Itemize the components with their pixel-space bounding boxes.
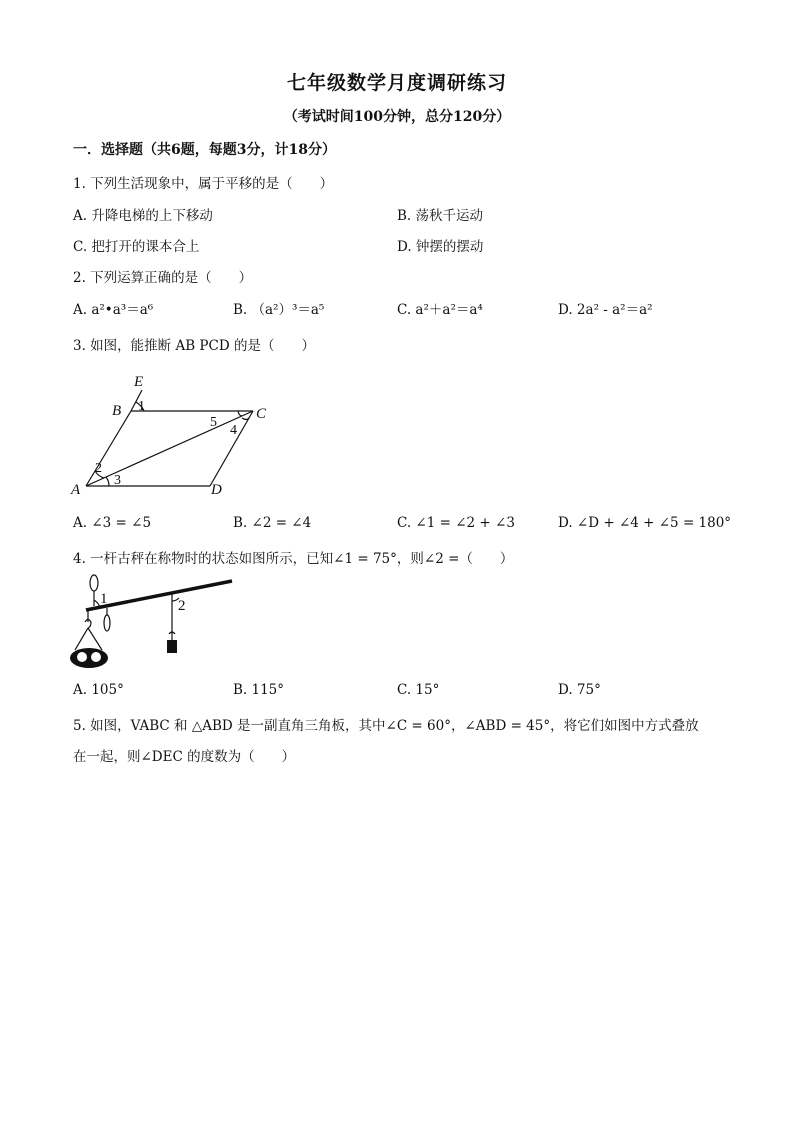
side-loop-icon [104, 615, 110, 631]
question-4-stem: 4. 一杆古秤在称物时的状态如图所示，已知∠1 = 75°，则∠2 =（ ） [73, 551, 514, 567]
question-1-option-d: D. 钟摆的摆动 [397, 239, 484, 255]
question-3-option-a: A. ∠3 = ∠5 [73, 515, 152, 531]
question-2-option-b: B. （a²）³＝a⁵ [233, 302, 325, 318]
question-3-parallelogram-figure [66, 368, 286, 500]
label-angle-2: 2 [95, 461, 102, 476]
question-2-option-c: C. a²＋a²＝a⁴ [397, 302, 483, 318]
question-3-option-b: B. ∠2 = ∠4 [233, 515, 312, 531]
question-4-option-a: A. 105° [73, 682, 124, 698]
label-c: C [256, 406, 267, 422]
label-angle-1: 1 [100, 591, 108, 607]
basket-item-left [77, 652, 87, 662]
question-1-option-c: C. 把打开的课本合上 [73, 239, 200, 255]
label-e: E [134, 374, 144, 390]
page-subtitle: （考试时间100分钟，总分120分） [283, 109, 511, 125]
question-4-option-d: D. 75° [558, 682, 601, 698]
question-4-option-b: B. 115° [233, 682, 285, 698]
question-1-stem: 1. 下列生活现象中，属于平移的是（ ） [73, 176, 334, 192]
angle-4-arc [242, 418, 249, 420]
label-angle-2: 2 [178, 598, 186, 614]
steelyard-beam [86, 581, 232, 610]
basket-rope-left [75, 628, 88, 650]
label-a: A [71, 482, 81, 498]
angle-5-arc [238, 411, 242, 416]
question-2-option-a: A. a²•a³＝a⁶ [73, 302, 154, 318]
weight-icon [167, 640, 177, 653]
segment-ac [86, 411, 253, 486]
question-2-stem: 2. 下列运算正确的是（ ） [73, 270, 253, 286]
question-4-steelyard-figure [66, 570, 238, 674]
label-angle-3: 3 [114, 473, 121, 488]
label-angle-4: 4 [230, 423, 237, 438]
question-4-option-c: C. 15° [397, 682, 440, 698]
label-d: D [211, 482, 222, 498]
basket-rope-right [88, 628, 102, 650]
segment-ab [86, 411, 131, 486]
page-title: 七年级数学月度调研练习 [286, 72, 507, 94]
section-title: 一．选择题（共6题，每题3分，计18分） [73, 142, 336, 158]
question-5-stem-line-2: 在一起，则∠DEC 的度数为（ ） [73, 749, 296, 765]
label-angle-1: 1 [138, 399, 145, 414]
question-3-option-c: C. ∠1 = ∠2 + ∠3 [397, 515, 515, 531]
basket-item-right [91, 652, 101, 662]
basket-icon [70, 648, 108, 668]
label-b: B [112, 403, 122, 419]
question-3-option-d: D. ∠D + ∠4 + ∠5 = 180° [558, 515, 732, 531]
top-loop-icon [90, 575, 98, 591]
question-1-option-a: A. 升降电梯的上下移动 [73, 208, 213, 224]
question-2-option-d: D. 2a² - a²＝a² [558, 302, 653, 318]
question-3-stem: 3. 如图，能推断 AB PCD 的是（ ） [73, 338, 315, 354]
label-angle-5: 5 [210, 415, 217, 430]
question-1-option-b: B. 荡秋千运动 [397, 208, 484, 224]
angle-3-arc [106, 477, 109, 486]
question-5-stem-line-1: 5. 如图，VABC 和 △ABD 是一副直角三角板，其中∠C = 60°，∠ABD = 45°，将它们如图中方式叠放 [73, 718, 699, 734]
